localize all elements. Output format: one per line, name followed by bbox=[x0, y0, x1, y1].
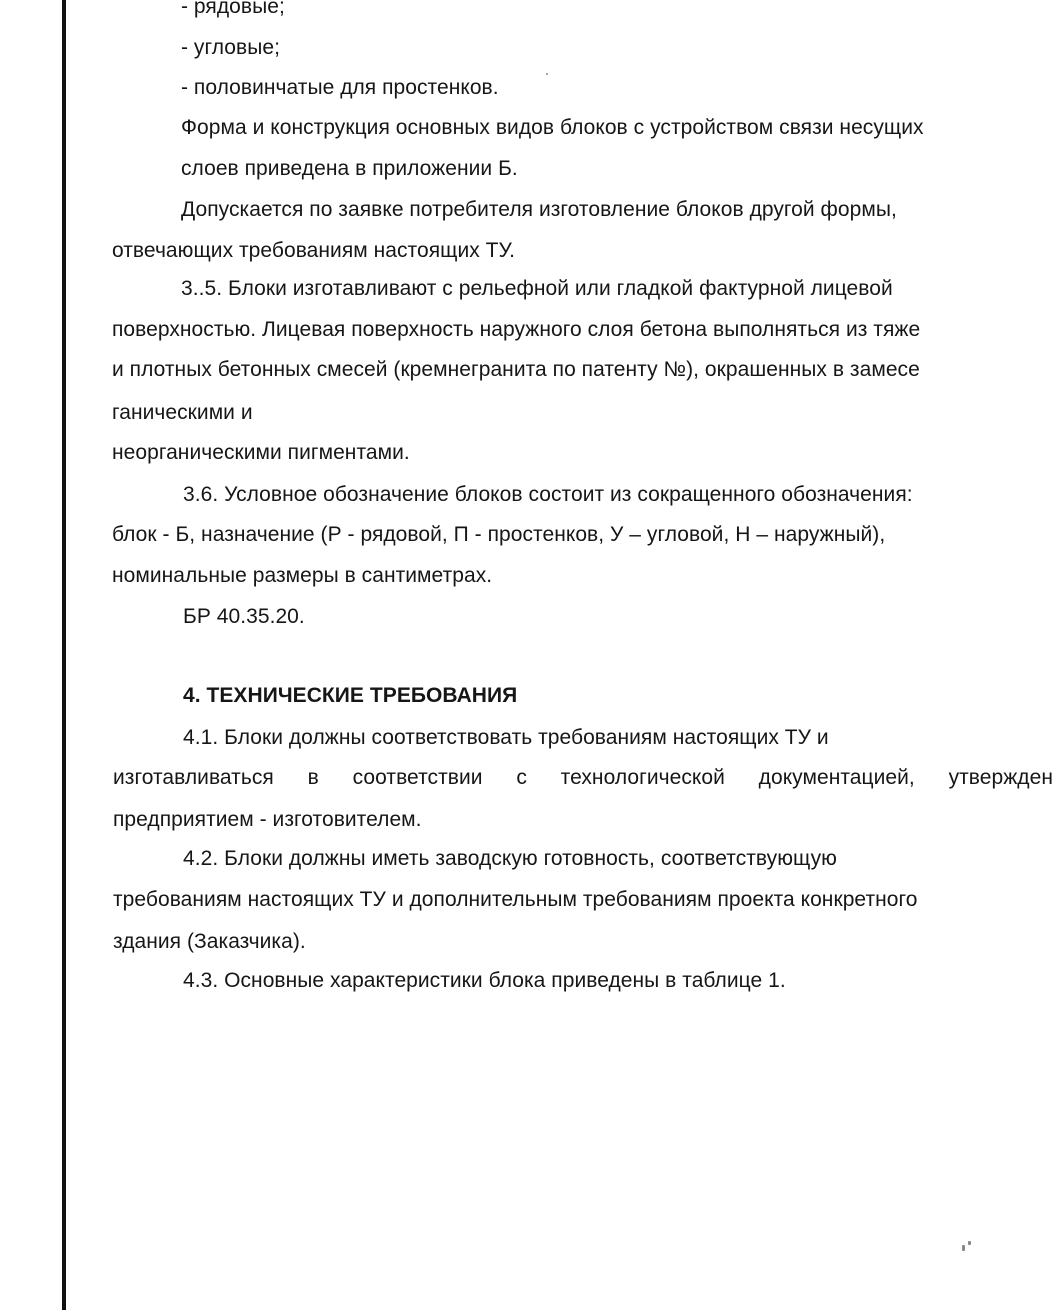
justified-word: технологической bbox=[560, 766, 725, 789]
scan-speck bbox=[962, 1245, 965, 1251]
left-margin-rule bbox=[62, 0, 66, 1310]
justified-word: с bbox=[516, 766, 527, 789]
clause-3-5-line-4: ганическими и bbox=[112, 401, 253, 424]
scan-speck bbox=[546, 73, 548, 75]
justified-word: изготавливаться bbox=[113, 766, 274, 789]
justified-word: утвержден bbox=[948, 766, 1053, 789]
clause-4-1-line-2 bbox=[113, 765, 1053, 791]
clause-3-5-line-3: и плотных бетонных смесей (кремнегранита по патенту №), окрашенных в замесе bbox=[112, 358, 920, 381]
clause-4-3-line-1: 4.3. Основные характеристики блока приведены в таблице 1. bbox=[183, 969, 786, 992]
justified-word: документацией, bbox=[758, 766, 915, 789]
clause-4-2-line-1: 4.2. Блоки должны иметь заводскую готовность, соответствующую bbox=[183, 847, 837, 870]
clause-3-6-line-2: блок - Б, назначение (Р - рядовой, П - простенков, У – угловой, Н – наружный), bbox=[112, 523, 886, 546]
allowed-paragraph-line-2: отвечающих требованиям настоящих ТУ. bbox=[112, 239, 516, 262]
clause-4-2-line-2: требованиям настоящих ТУ и дополнительным требованиям проекта конкретного bbox=[113, 888, 918, 911]
list-item-half: - половинчатые для простенков. bbox=[181, 76, 499, 99]
clause-3-5-line-5: неорганическими пигментами. bbox=[112, 441, 410, 464]
justified-word: в bbox=[307, 766, 319, 789]
clause-4-1-line-3: предприятием - изготовителем. bbox=[113, 808, 422, 831]
allowed-paragraph-line-1: Допускается по заявке потребителя изготовление блоков другой формы, bbox=[181, 198, 897, 221]
justified-word: соответствии bbox=[352, 766, 483, 789]
clause-3-6-line-1: 3.6. Условное обозначение блоков состоит из сокращенного обозначения: bbox=[183, 483, 913, 506]
clause-4-2-line-3: здания (Заказчика). bbox=[113, 930, 306, 953]
clause-3-5-line-2: поверхностью. Лицевая поверхность наружного слоя бетона выполняться из тяже bbox=[112, 318, 921, 341]
section-4-heading: 4. ТЕХНИЧЕСКИЕ ТРЕБОВАНИЯ bbox=[183, 684, 518, 707]
scan-speck bbox=[968, 1241, 971, 1245]
form-paragraph-line-1: Форма и конструкция основных видов блоков с устройством связи несущих bbox=[181, 116, 924, 139]
designation-example: БР 40.35.20. bbox=[183, 605, 305, 628]
list-item-corner: - угловые; bbox=[181, 36, 280, 59]
list-item-row: - рядовые; bbox=[181, 0, 285, 18]
clause-3-5-line-1: 3..5. Блоки изготавливают с рельефной или гладкой фактурной лицевой bbox=[181, 277, 893, 300]
clause-3-6-line-3: номинальные размеры в сантиметрах. bbox=[112, 564, 493, 587]
clause-4-1-line-1: 4.1. Блоки должны соответствовать требованиям настоящих ТУ и bbox=[183, 726, 829, 749]
form-paragraph-line-2: слоев приведена в приложении Б. bbox=[181, 157, 518, 180]
